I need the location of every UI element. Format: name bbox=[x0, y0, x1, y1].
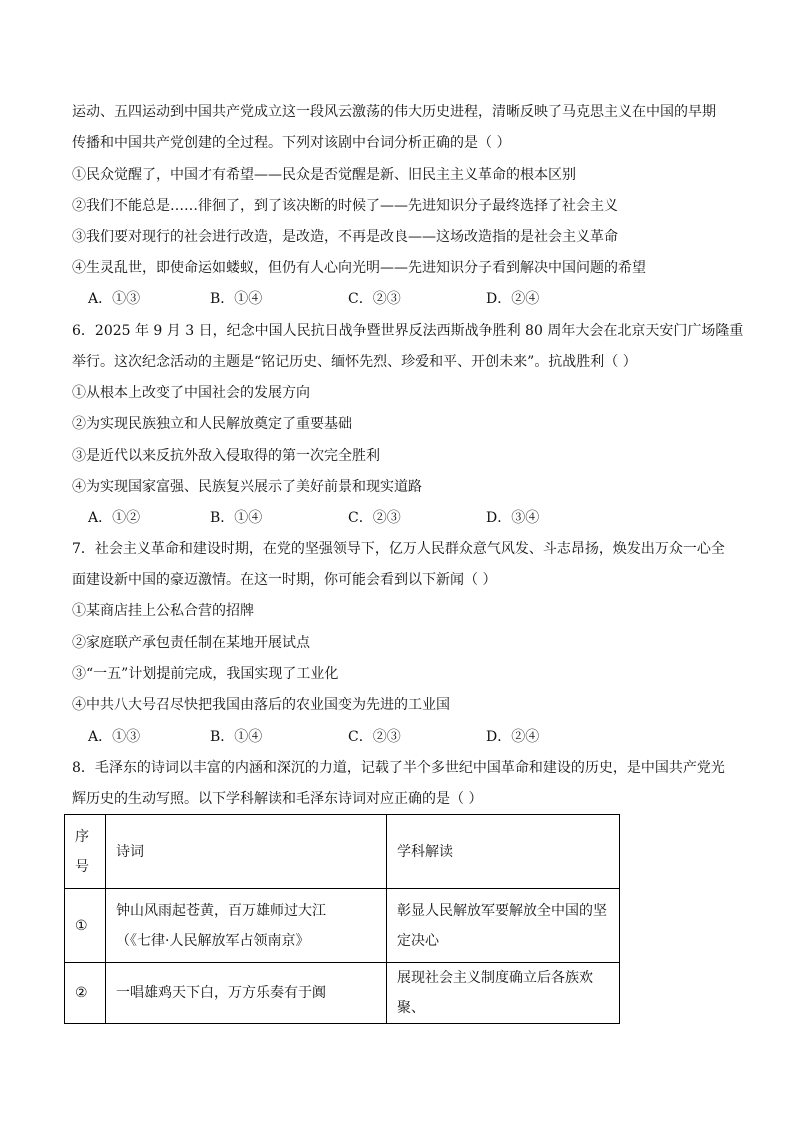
poem-line: 钟山风雨起苍黄，百万雄师过大江 bbox=[116, 902, 326, 919]
q6-option-b[interactable]: B．①④ bbox=[210, 510, 263, 526]
row-number: ② bbox=[65, 963, 106, 1024]
q5-stem-line-2: 传播和中国共产党创建的全过程。下列对该剧中台词分析正确的是（ ） bbox=[72, 135, 511, 151]
q7-stem-line-1: 7．社会主义革命和建设时期，在党的坚强领导下，亿万人民群众意气风发、斗志昂扬，焕发出万众一心全 bbox=[72, 541, 725, 557]
poetry-table bbox=[64, 814, 620, 1024]
table-row bbox=[65, 889, 620, 963]
row-number: ① bbox=[65, 889, 106, 963]
reading-line: 展现社会主义制度确立后各族欢聚、 bbox=[397, 970, 593, 1016]
q7-option-d[interactable]: D．②④ bbox=[486, 729, 540, 745]
q5-options bbox=[88, 290, 688, 308]
header-poem: 诗词 bbox=[106, 815, 387, 889]
q5-option-b[interactable]: B．①④ bbox=[210, 291, 263, 307]
poem-source: （《七律·人民解放军占领南京》 bbox=[116, 932, 310, 949]
q8-stem-line-1: 8．毛泽东的诗词以丰富的内涵和深沉的力道，记载了半个多世纪中国革命和建设的历史，是中国共产党光 bbox=[72, 760, 725, 776]
q6-item-3: ③是近代以来反抗外敌入侵取得的第一次完全胜利 bbox=[72, 448, 380, 464]
poem-line: 一唱雄鸡天下白，万方乐奏有于阗 bbox=[116, 985, 326, 1001]
header-index bbox=[65, 815, 106, 889]
q6-stem-line-1: 6．2025 年 9 月 3 日，纪念中国人民抗日战争暨世界反法西斯战争胜利 80 周年大会在北京天安门广场隆重 bbox=[72, 323, 744, 339]
q7-option-a[interactable]: A．①③ bbox=[88, 729, 141, 745]
q6-item-4: ④为实现国家富强、民族复兴展示了美好前景和现实道路 bbox=[72, 479, 422, 495]
table-header-row bbox=[65, 815, 620, 889]
q5-option-d[interactable]: D．②④ bbox=[486, 291, 540, 307]
q7-options bbox=[88, 728, 688, 746]
q5-item-2: ②我们不能总是……徘徊了，到了该决断的时候了——先进知识分子最终选择了社会主义 bbox=[72, 198, 618, 214]
q5-option-c[interactable]: C．②③ bbox=[348, 291, 401, 307]
q5-stem-line-1: 运动、五四运动到中国共产党成立这一段风云激荡的伟大历史进程，清晰反映了马克思主义在中国的早期 bbox=[72, 104, 716, 120]
reading-line: 定决心 bbox=[397, 932, 439, 949]
q7-option-b[interactable]: B．①④ bbox=[210, 729, 263, 745]
table-row bbox=[65, 963, 620, 1024]
q6-item-2: ②为实现民族独立和人民解放奠定了重要基础 bbox=[72, 416, 352, 432]
q7-item-4: ④中共八大号召尽快把我国由落后的农业国变为先进的工业国 bbox=[72, 697, 450, 713]
q5-item-1: ①民众觉醒了，中国才有希望——民众是否觉醒是新、旧民主主义革命的根本区别 bbox=[72, 167, 576, 183]
q8-stem-line-2: 辉历史的生动写照。以下学科解读和毛泽东诗词对应正确的是（ ） bbox=[72, 791, 483, 807]
reading-cell bbox=[387, 963, 620, 1024]
poem-cell bbox=[106, 963, 387, 1024]
header-reading: 学科解读 bbox=[387, 815, 620, 889]
q6-option-a[interactable]: A．①② bbox=[88, 510, 141, 526]
q6-option-c[interactable]: C．②③ bbox=[348, 510, 401, 526]
q6-stem-line-2: 举行。这次纪念活动的主题是“铭记历史、缅怀先烈、珍爱和平、开创未来”。抗战胜利（ ） bbox=[72, 354, 637, 370]
header-index-label: 序号 bbox=[75, 828, 89, 875]
q7-item-2: ②家庭联产承包责任制在某地开展试点 bbox=[72, 635, 310, 651]
poem-cell bbox=[106, 889, 387, 963]
q6-item-1: ①从根本上改变了中国社会的发展方向 bbox=[72, 385, 310, 401]
q5-item-4: ④生灵乱世，即使命运如蝼蚁，但仍有人心向光明——先进知识分子看到解决中国问题的希望 bbox=[72, 260, 646, 276]
reading-cell bbox=[387, 889, 620, 963]
q7-stem-line-2: 面建设新中国的豪迈激情。在这一时期，你可能会看到以下新闻（ ） bbox=[72, 572, 497, 588]
q5-item-3: ③我们要对现行的社会进行改造，是改造，不再是改良——这场改造指的是社会主义革命 bbox=[72, 229, 618, 245]
q6-options bbox=[88, 509, 688, 527]
q6-option-d[interactable]: D．③④ bbox=[486, 510, 540, 526]
reading-line: 彰显人民解放军要解放全中国的坚 bbox=[397, 902, 607, 919]
q7-item-1: ①某商店挂上公私合营的招牌 bbox=[72, 603, 254, 619]
q7-item-3: ③“一五”计划提前完成，我国实现了工业化 bbox=[72, 666, 339, 682]
q7-option-c[interactable]: C．②③ bbox=[348, 729, 401, 745]
q5-option-a[interactable]: A．①③ bbox=[88, 291, 141, 307]
